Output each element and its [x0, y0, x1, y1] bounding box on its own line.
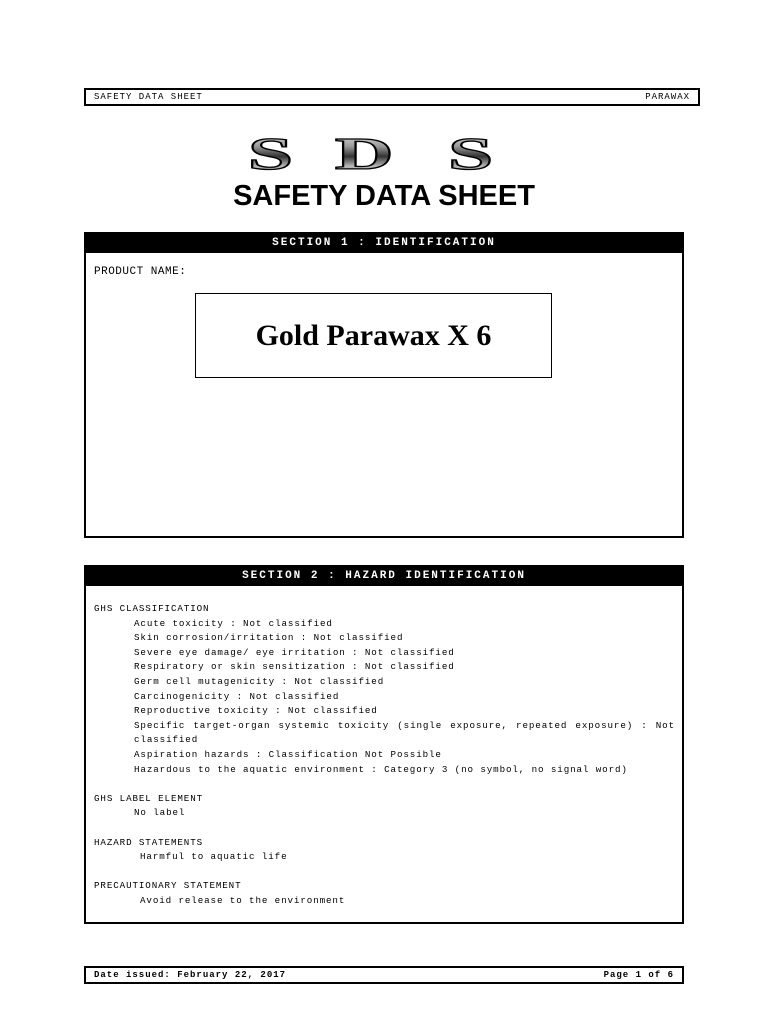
- precautionary-value: Avoid release to the environment: [140, 894, 346, 906]
- precautionary-group: [94, 879, 675, 908]
- list-item: Hazardous to the aquatic environment : Category 3 (no symbol, no signal word): [134, 763, 628, 775]
- ghs-classification-title: GHS CLASSIFICATION: [94, 603, 210, 614]
- section-identification: [84, 232, 684, 538]
- date-issued: Date issued: February 22, 2017: [94, 970, 287, 980]
- header-doc-title: SAFETY DATA SHEET: [94, 92, 203, 102]
- sds-logo: [216, 132, 522, 182]
- hazard-statements-title: HAZARD STATEMENTS: [94, 836, 204, 848]
- product-name-box: [195, 293, 552, 378]
- page-header: [84, 88, 700, 106]
- list-item: Respiratory or skin sensitization : Not classified: [134, 661, 455, 673]
- logo-letter: D: [334, 132, 394, 180]
- ghs-label-value: No label: [134, 807, 186, 819]
- list-item: Skin corrosion/irritation : Not classified: [134, 632, 404, 644]
- section-2-heading: SECTION 2 : HAZARD IDENTIFICATION: [86, 567, 682, 586]
- list-item: Carcinogenicity : Not classified: [134, 690, 340, 702]
- logo-letter: S: [448, 132, 494, 180]
- page-title: SAFETY DATA SHEET: [233, 180, 535, 212]
- list-item: Reproductive toxicity : Not classified: [134, 705, 378, 717]
- logo-letter: S: [247, 132, 294, 180]
- list-item: Aspiration hazards : Classification Not Possible: [134, 748, 442, 760]
- list-item: classified: [134, 734, 199, 746]
- page-footer: [84, 966, 684, 984]
- list-item: Specific target-organ systemic toxicity (single exposure, repeated exposure) : Not: [134, 719, 675, 731]
- section-1-heading: SECTION 1 : IDENTIFICATION: [86, 234, 682, 253]
- page-number: Page 1 of 6: [603, 970, 674, 980]
- hazard-statement-value: Harmful to aquatic life: [140, 851, 288, 863]
- product-name: Gold Parawax X 6: [255, 318, 492, 352]
- precautionary-title: PRECAUTIONARY STATEMENT: [94, 880, 242, 892]
- list-item: Severe eye damage/ eye irritation : Not classified: [134, 646, 455, 658]
- hazard-statements-group: [94, 836, 675, 865]
- product-name-label: PRODUCT NAME:: [94, 266, 187, 278]
- header-product: PARAWAX: [645, 92, 690, 102]
- ghs-label-group: [94, 792, 675, 821]
- list-item: Acute toxicity : Not classified: [134, 617, 333, 629]
- section-2-body: [86, 586, 682, 908]
- ghs-classification-group: [94, 602, 675, 777]
- section-hazard-identification: [84, 565, 684, 924]
- list-item: Germ cell mutagenicity : Not classified: [134, 675, 385, 687]
- ghs-label-title: GHS LABEL ELEMENT: [94, 792, 204, 804]
